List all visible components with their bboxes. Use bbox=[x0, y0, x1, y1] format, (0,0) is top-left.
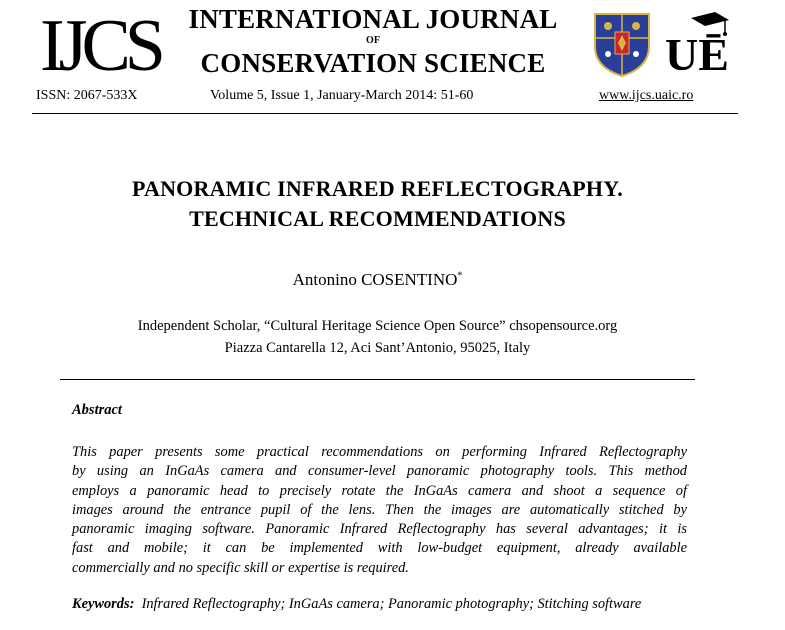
abstract-line: fast and mobile; it can be implemented with low-budget equipment, already available bbox=[72, 540, 687, 557]
journal-website-link[interactable]: www.ijcs.uaic.ro bbox=[599, 88, 694, 103]
keywords bbox=[72, 596, 641, 613]
paper-title-line2: TECHNICAL RECOMMENDATIONS bbox=[189, 206, 566, 231]
uaic-logo-text: UĒ bbox=[665, 29, 729, 80]
header-divider bbox=[32, 113, 738, 114]
uaic-logo bbox=[663, 8, 731, 78]
abstract-line: employs a panoramic head to precisely rotate the InGaAs camera and shoot a sequence of bbox=[72, 482, 687, 499]
journal-title-line2: CONSERVATION SCIENCE bbox=[200, 48, 546, 78]
abstract-line: by using an InGaAs camera and consumer-level panoramic photography tools. This method bbox=[72, 463, 687, 480]
ijcs-logo bbox=[38, 5, 160, 87]
abstract-line: This paper presents some practical recommendations on performing Infrared Reflectography bbox=[72, 444, 687, 460]
author-name-text: Antonino COSENTINO bbox=[292, 270, 458, 289]
author-footnote-mark: * bbox=[457, 270, 463, 282]
journal-title-line1: INTERNATIONAL JOURNAL bbox=[188, 4, 558, 34]
keywords-list: Infrared Reflectography; InGaAs camera; Panoramic photography; Stitching software bbox=[141, 596, 642, 612]
volume-issue-info: Volume 5, Issue 1, January-March 2014: 51-60 bbox=[210, 88, 474, 103]
university-crest-icon bbox=[591, 8, 653, 78]
ijcs-logo-text: IJCS bbox=[40, 5, 160, 87]
paper-title-line1: PANORAMIC INFRARED REFLECTOGRAPHY. bbox=[131, 176, 624, 201]
affiliation-line1: Independent Scholar, “Cultural Heritage Science Open Source” chsopensource.org bbox=[137, 318, 618, 334]
author-name bbox=[60, 270, 695, 290]
abstract-body bbox=[72, 443, 687, 578]
abstract-line: commercially and no specific skill or expertise is required. bbox=[72, 559, 409, 576]
abstract-line: panoramic imaging software. Panoramic Infrared Reflectography has several advantages; it is bbox=[72, 521, 687, 538]
abstract-line: images around the entrance pupil of the lens. Then the images are automatically stitched by bbox=[72, 501, 687, 518]
keywords-label: Keywords: bbox=[72, 596, 135, 612]
issn-number: ISSN: 2067-533X bbox=[36, 88, 138, 103]
journal-title-of: OF bbox=[366, 35, 380, 46]
abstract-heading: Abstract bbox=[72, 402, 122, 418]
section-divider bbox=[60, 379, 695, 380]
affiliation-line2: Piazza Cantarella 12, Aci Sant’Antonio, 95025, Italy bbox=[224, 340, 531, 356]
